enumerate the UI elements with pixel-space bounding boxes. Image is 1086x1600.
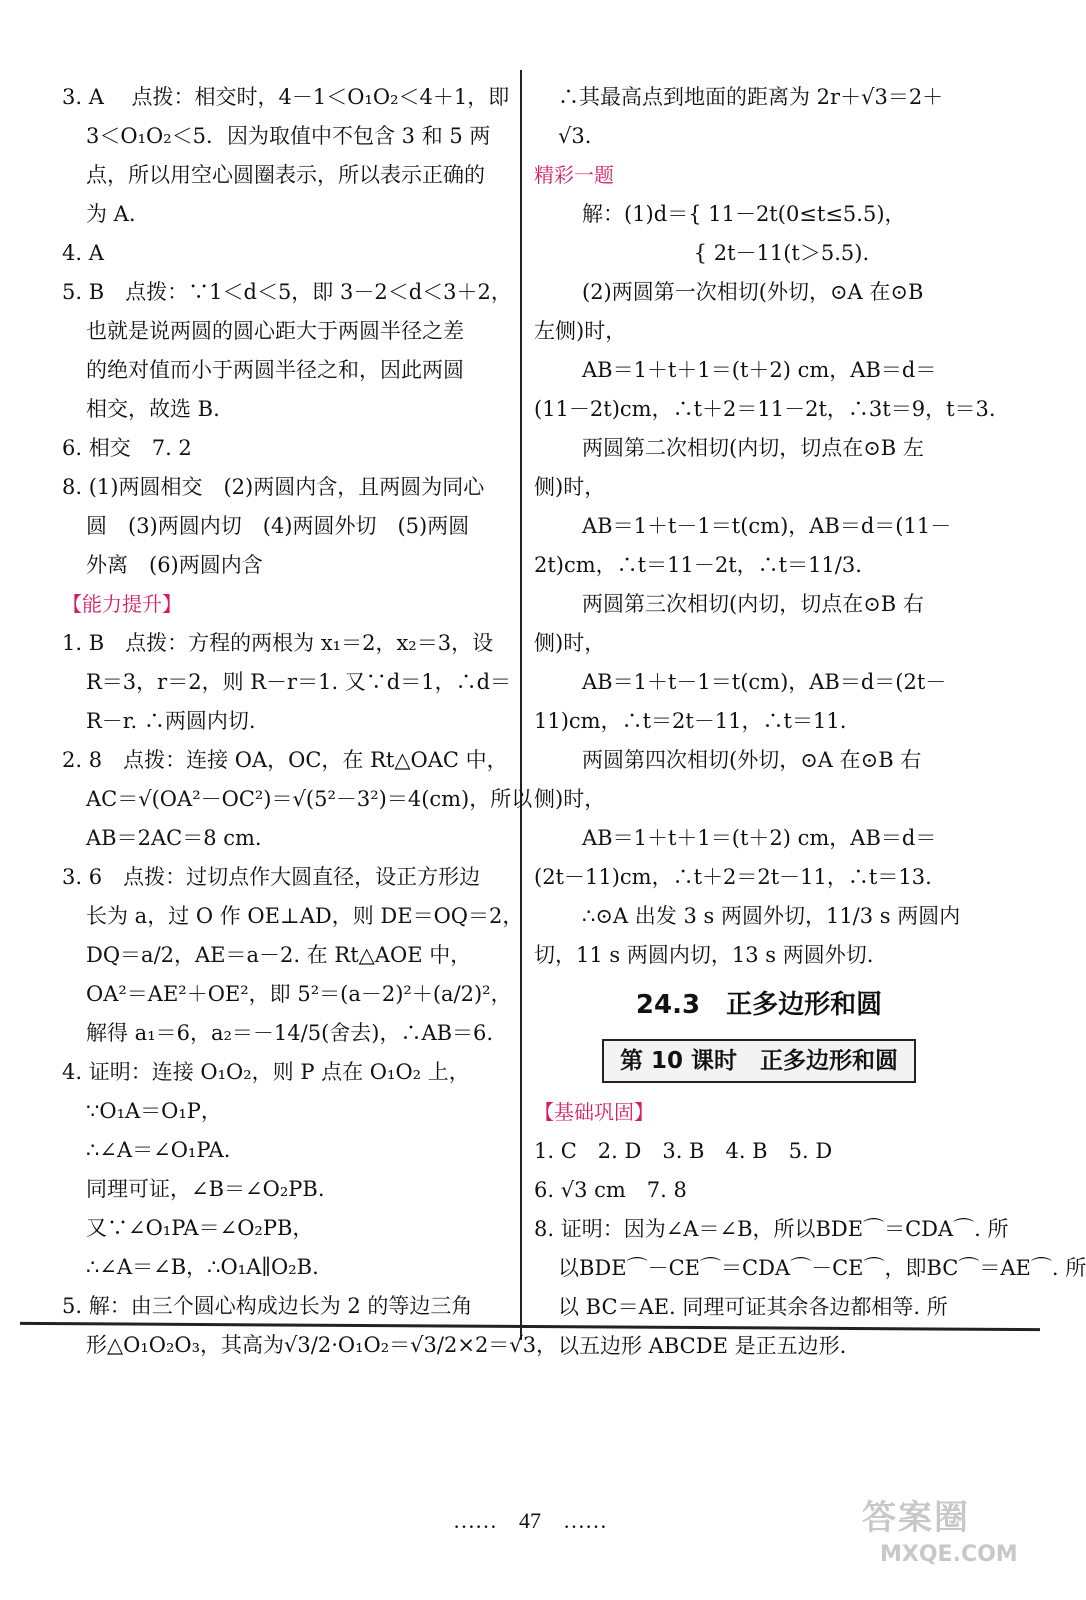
answer-line: 也就是说两圆的圆心距大于两圆半径之差 <box>86 319 464 343</box>
answer-line: 1. C 2. D 3. B 4. B 5. D <box>534 1139 833 1163</box>
answer-line: AC＝√(OA²－OC²)＝√(5²－3²)＝4(cm)，所以 <box>86 787 533 811</box>
watermark-url: MXQE.COM <box>880 1542 1018 1567</box>
answer-line: √3. <box>558 124 592 148</box>
answer-line: 8. 证明：因为∠A＝∠B，所以BDE⌒＝CDA⌒. 所 <box>534 1217 1009 1241</box>
answer-line: 5. B 点拨：∵1＜d＜5，即 3－2＜d＜3＋2， <box>62 280 512 304</box>
answer-line: OA²＝AE²＋OE²，即 5²＝(a－2)²＋(a/2)²， <box>86 982 512 1006</box>
watermark-logo: 答案圈 <box>862 1498 970 1538</box>
answer-line: 又∵∠O₁PA＝∠O₂PB， <box>86 1216 314 1240</box>
answer-line: { 2t－11(t＞5.5). <box>582 241 870 265</box>
answer-line: ∴其最高点到地面的距离为 2r＋√3＝2＋ <box>558 85 944 109</box>
chapter-title: 24.3 正多边形和圆 <box>635 990 883 1020</box>
answer-line: 11)cm，∴t＝2t－11，∴t＝11. <box>534 709 847 733</box>
answer-line: 6. √3 cm 7. 8 <box>534 1178 687 1202</box>
answer-line: 点，所以用空心圆圈表示，所以表示正确的 <box>86 163 485 187</box>
answer-line: 两圆第二次相切(内切，切点在⊙B 左 <box>582 436 924 460</box>
lesson-title-box: 第 10 课时 正多边形和圆 <box>602 1039 916 1083</box>
answer-line: ∴∠A＝∠B，∴O₁A∥O₂B. <box>86 1255 319 1279</box>
answer-line: ∴⊙A 出发 3 s 两圆外切，11/3 s 两圆内 <box>582 904 961 928</box>
answer-line: 侧)时， <box>534 475 606 499</box>
section-heading: 【能力提升】 <box>62 592 182 616</box>
answer-line: 4. 证明：连接 O₁O₂，则 P 点在 O₁O₂ 上， <box>62 1060 470 1084</box>
answer-line: AB＝1＋t－1＝t(cm)，AB＝d＝(11－ <box>582 514 952 538</box>
column-divider <box>520 70 522 1340</box>
answer-line: 2. 8 点拨：连接 OA，OC，在 Rt△OAC 中， <box>62 748 508 772</box>
answer-line: 以BDE⌒－CE⌒＝CDA⌒－CE⌒，即BC⌒＝AE⌒. 所 <box>558 1256 1086 1280</box>
section-heading: 精彩一题 <box>534 163 614 187</box>
answer-line: 为 A. <box>86 202 136 226</box>
answer-line: (2t－11)cm，∴t＋2＝2t－11，∴t＝13. <box>534 865 932 889</box>
answer-line: 5. 解：由三个圆心构成边长为 2 的等边三角 <box>62 1294 473 1318</box>
answer-line: 外离 (6)两圆内含 <box>86 553 263 577</box>
answer-line: 侧)时， <box>534 787 606 811</box>
answer-line: R＝3，r＝2，则 R－r＝1. 又∵d＝1，∴d＝ <box>86 670 512 694</box>
answer-line: 同理可证，∠B＝∠O₂PB. <box>86 1177 325 1201</box>
answer-line: 6. 相交 7. 2 <box>62 436 192 460</box>
answer-line: 解：(1)d＝{ 11－2t(0≤t≤5.5)， <box>582 202 906 226</box>
answer-line: 以五边形 ABCDE 是正五边形. <box>558 1334 847 1358</box>
answer-line: 左侧)时， <box>534 319 627 343</box>
section-heading: 【基础巩固】 <box>534 1100 654 1124</box>
answer-line: 3＜O₁O₂＜5．因为取值中不包含 3 和 5 两 <box>86 124 491 148</box>
answer-line: 以 BC＝AE. 同理可证其余各边都相等. 所 <box>558 1295 948 1319</box>
answer-line: AB＝1＋t－1＝t(cm)，AB＝d＝(2t－ <box>582 670 947 694</box>
answer-line: 1. B 点拨：方程的两根为 x₁＝2，x₂＝3，设 <box>62 631 494 655</box>
answer-line: 切，11 s 两圆内切，13 s 两圆外切. <box>534 943 874 967</box>
answer-line: ∵O₁A＝O₁P， <box>86 1099 222 1123</box>
answer-line: 形△O₁O₂O₃，其高为√3/2·O₁O₂＝√3/2×2＝√3， <box>86 1333 558 1357</box>
answer-line: 4. A <box>62 241 104 265</box>
answer-line: DQ＝a/2，AE＝a－2. 在 Rt△AOE 中， <box>86 943 472 967</box>
answer-line: 2t)cm，∴t＝11－2t，∴t＝11/3. <box>534 553 862 577</box>
answer-line: 3. A 点拨：相交时，4－1＜O₁O₂＜4＋1，即 <box>62 85 510 109</box>
answer-line: AB＝1＋t＋1＝(t＋2) cm，AB＝d＝ <box>582 826 937 850</box>
answer-line: 两圆第三次相切(内切，切点在⊙B 右 <box>582 592 924 616</box>
answer-line: 解得 a₁＝6，a₂＝－14/5(舍去)，∴AB＝6. <box>86 1021 494 1045</box>
answer-line: 长为 a，过 O 作 OE⊥AD，则 DE＝OQ＝2， <box>86 904 524 928</box>
answer-line: 圆 (3)两圆内切 (4)两圆外切 (5)两圆 <box>86 514 470 538</box>
answer-line: 两圆第四次相切(外切，⊙A 在⊙B 右 <box>582 748 922 772</box>
page-number: …… 47 …… <box>452 1508 607 1533</box>
right-column <box>534 78 1086 1366</box>
answer-line: ∴∠A＝∠O₁PA. <box>86 1138 231 1162</box>
answer-line: 侧)时， <box>534 631 606 655</box>
answer-line: (2)两圆第一次相切(外切，⊙A 在⊙B <box>582 280 924 304</box>
left-column <box>62 78 558 1365</box>
answer-line: R－r. ∴两圆内切. <box>86 709 256 733</box>
answer-line: 相交，故选 B. <box>86 397 220 421</box>
answer-line: 3. 6 点拨：过切点作大圆直径，设正方形边 <box>62 865 481 889</box>
answer-line: (11－2t)cm，∴t＋2＝11－2t，∴3t＝9，t＝3. <box>534 397 996 421</box>
answer-line: 8. (1)两圆相交 (2)两圆内含，且两圆为同心 <box>62 475 485 499</box>
answer-line: AB＝2AC＝8 cm. <box>86 826 262 850</box>
answer-line: 的绝对值而小于两圆半径之和，因此两圆 <box>86 358 464 382</box>
answer-line: AB＝1＋t＋1＝(t＋2) cm，AB＝d＝ <box>582 358 937 382</box>
